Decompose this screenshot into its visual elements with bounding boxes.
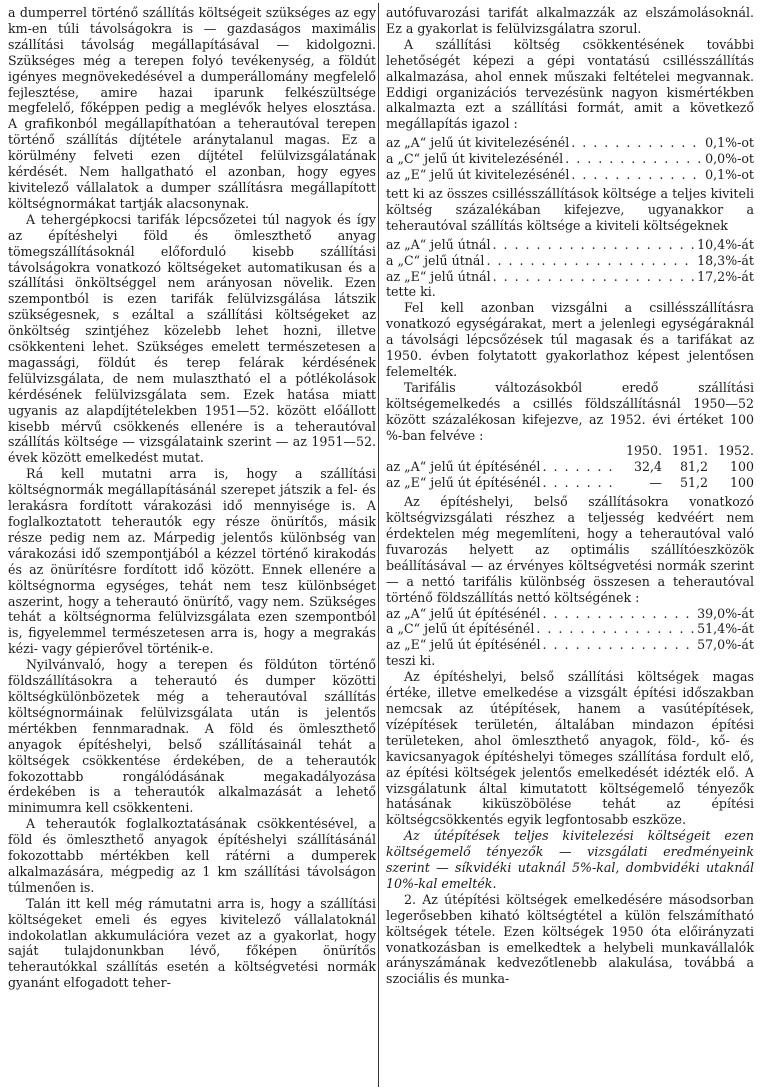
share-list-3 (386, 606, 754, 654)
paragraph: Az építéshelyi, belső szállításokra vonatkozó költségvizsgálati részhez a teljesség kedvéért nem érdektelen még megemlíteni, hogy a teherautóval való fuvarozás helyett az optimális szállítóeszközök beállításával — az érvényes költségvetési normák szerint — a nettó tarifális különbség összesen a teherautóval történő földszállítás nettó költségének : (386, 494, 754, 605)
list-item: az „E“ jelű út építésénél . . . 57,0%-át (386, 637, 754, 653)
paragraph: A szállítási költség csökkentésének további lehetőségét képezi a gépi vontatású csillésszállítás alkalmazása, ahol ennek műszaki feltételei megvannak. Eddigi organizációs tervezésünk nagyon kismértékben alkalmazta ezt a szállítási formát, amit a következő megállapítás igazol : (386, 36, 754, 132)
italic-conclusion: Az útépítések teljes kivitelezési költségeit ezen költségemelő tényezők — vizsgálati eredményeink szerint — síkvidéki utaknál 5%-kal, dombvidéki utaknál 10%-kal emelték. (386, 828, 754, 891)
list-item: az „A“ jelű útnál . . . 10,4%-át (386, 237, 754, 253)
paragraph: a dumperrel történő szállítás költségeit szükséges az egy km-en túli távolságokra is — gazdaságos maximális szállítási távolság megállapításával — kidolgozni. Szükséges még a terepen folyó tevékenység, a földút igényes megnövekedésével a dumperállomány megfelelő fejlesztése, amire hazai iparunk felkészültsége megfelelő, főképpen pedig a meglévők helyes elosztása. A grafikonból megállapíthatóan a teherautóval terepen történő szállítás díjtétele aránytalanul magas. Ez a körülmény felveti ezen díjtétel felülvizsgálatának kérdését. Nem hallgatható el azonban, hogy egyes kivitelező vállalatok a dumper szállításra megállapított költségnormákat tartják alacsonynak. (8, 5, 376, 211)
paragraph: Talán itt kell még rámutatni arra is, hogy a szállítási költségeket emeli és egyes kivitelező vállalatoknál indokolatlan akkumulációra vezet az a gyakorlat, hogy saját tulajdonunkban lévő, főképen önürítős teherautókkal szállítás esetén a költségvetési normák gyanánt elfogadott teher- (8, 895, 376, 991)
paragraph: Tarifális változásokból eredő szállítási költségemelkedés a csillés földszállításnál 1950—52 között százalékosan kifejezve, az 1952. évi értéket 100 %-ban felvéve : (386, 379, 754, 443)
paragraph: Nyilvánvaló, hogy a terepen és földúton történő földszállításokra a teherautó és dumper közötti költségkülönbözetek még a teherautóval szállítás költségnormáinak felülvizsgálata után is jelentős mértékben fennmaradnak. A föld és ömleszthető anyagok építéshelyi, belső szállításainál tehát a költségek csökkentése érdekében, de a teherautók fokozottabb rongálódásának megakadályozása érdekében is a teherautók alkalmazását a lehető minimumra kell csökkenteni. (8, 657, 376, 816)
paragraph: autófuvarozási tarifát alkalmazzák az elszámolásoknál. Ez a gyakorlat is felülvizsgálatra szorul. (386, 5, 754, 36)
paragraph: A tehergépkocsi tarifák lépcsőzetei túl nagyok és így az építéshelyi föld és ömleszthető anyag tömegszállításoknál előforduló kisebb szállítási távolságokra vonatkozó költségeket automatikusan és a szállítási önköltséggel nem arányosan növelik. Ezen szempontból is ezen tarifák felülvizsgálása látszik szükségesnek, s ezáltal a szállítási költségeket az önköltség szintjéhez közelebb lehet hozni, illetve csökkenteni lehet. Szükséges emelett természetesen a magassági, földút és terep felárak kérdésének felülvizsgálata, de nem mulasztható el a pótlékolások kérdésének felülvizsgálata sem. Ezek hatása miatt ugyanis az alapdíjtételekben 1951—52. között előállott kisebb mérvű csökkenés ellenére is a teherautóval szállítás költsége — vizsgálataink szerint — az 1951—52. évek között emelkedést mutat. (8, 211, 376, 466)
list-item: az „E“ jelű út kivitelezésénél . . . 0,1%-ot (386, 167, 754, 183)
paragraph: 2. Az útépítési költségek emelkedésére másodsorban legerősebben kiható költségtétel a külön felszámítható költségek tétele. Ezen költségek 1950 óta előirányzati vonatkozásban is emelkedtek a helybeli munkavállalók arányszámának kedvezőtlenebb alakulása, továbbá a szociális és munka- (386, 891, 754, 987)
list-item: a „C“ jelű út építésénél . . . 51,4%-át (386, 621, 754, 637)
list-item: a „C“ jelű útnál . . . 18,3%-át (386, 253, 754, 269)
share-list-2 (386, 237, 754, 285)
paragraph: tette ki. (386, 284, 436, 300)
column-divider (378, 3, 379, 1087)
table-header: 1950. 1951. 1952. (625, 443, 754, 459)
list-item: az „E“ jelű útnál . . . 17,2%-át (386, 269, 754, 285)
tariff-table (386, 443, 754, 491)
right-column (386, 5, 754, 987)
table-row: az „A“ jelű út építésénél . . . 32,4 81,2 100 (386, 459, 754, 475)
paragraph: A teherautók foglalkoztatásának csökkentésével, a föld és ömleszthető anyagok építéshelyi szállításánál fokozottabb mértékben kell rátérni a dumperek alkalmazására, mégpedig az 1 km szállítási távolságon túlmenően is. (8, 816, 376, 895)
share-list-1 (386, 135, 754, 183)
paragraph: Az építéshelyi, belső szállítási költségek magas értéke, illetve emelkedése a vizsgált építési időszakban nemcsak az útépítések, hanem a vasútépítések, vízépítések területén, általában mindazon építési területeken, ahol ömleszthető anyagok, föld-, kő- és kavicsanyagok építéshelyi tömeges szállítása fordult elő, az építési költségek jelentős emelkedését idézték elő. A vizsgálatunk által kimutatott költségemelő tényezők hatásának kiküszöbölése tehát az építési költségcsökkentés egyik legfontosabb eszköze. (386, 669, 754, 828)
list-item: az „A“ jelű út kivitelezésénél . . . 0,1%-ot (386, 135, 754, 151)
paragraph: Fel kell azonban vizsgálni a csillésszállításra vonatkozó egységárakat, mert a jelenlegi egységáraknál a távolsági lépcsőzések túl magasak és a tarifákat az 1950. évben folytatott gyakorlathoz képest jelentősen felemelték. (386, 300, 754, 379)
paragraph: teszi ki. (386, 653, 436, 669)
list-item: az „A“ jelű út építésénél . . . 39,0%-át (386, 606, 754, 622)
paragraph: tett ki az összes csillésszállítások költsége a teljes kiviteli költség százalékában kifejezve, ugyanakkor a teherautóval szállítás költsége a kiviteli költségeknek (386, 185, 754, 233)
paragraph: Rá kell mutatni arra is, hogy a szállítási költségnormák megállapításánál szerepet játszik a fel- és lerakásra fordított várakozási idő mennyisége is. A foglalkoztatott teherautók egy része önürítős, másik része pedig nem az. Márpedig jelentős különbség van várakozási idő szempontjából a kézzel történő kirakodás és az önürítésre fordított idő között. Ennek ellenére a költségnorma egységes, tehát nem tesz különbséget aszerint, hogy a teherautó önürítő, vagy nem. Szükséges tehát a költségnorma felülvizsgálata ezen szempontból is, figyelemmel természetesen arra is, hogy a megrakás kézi- vagy gépierővel történik-e. (8, 466, 376, 657)
table-row: az „E“ jelű út építésénél . . . — 51,2 100 (386, 475, 754, 491)
list-item: a „C“ jelű út kivitelezésénél . . . 0,0%-ot (386, 151, 754, 167)
left-column (8, 5, 376, 991)
